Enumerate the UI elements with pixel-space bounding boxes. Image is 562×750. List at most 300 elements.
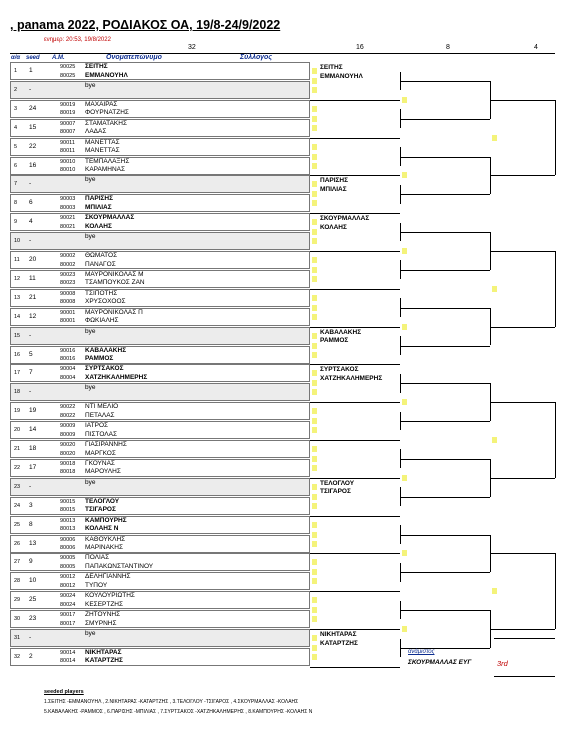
draw-row (10, 591, 310, 609)
player-name-2: ΜΑΝΕΤΤΑΣ (85, 147, 120, 155)
winner-marker (312, 522, 317, 528)
winner-marker (312, 541, 317, 547)
bracket-line (490, 402, 555, 403)
bracket-line (400, 157, 490, 158)
round16-name-1: ΣΥΡΤΣΑΚΟΣ (320, 366, 359, 374)
player-name-1: ΓΚΟΥΝΑΣ (85, 459, 115, 467)
player-id-2: 80019 (60, 110, 76, 117)
seed-number: - (29, 388, 32, 396)
bracket-line (310, 553, 400, 554)
player-ids (60, 403, 75, 420)
player-id-2: 80024 (60, 601, 76, 608)
draw-row (10, 232, 310, 250)
seed-number: - (29, 482, 32, 490)
col-header-no: α/α (11, 55, 21, 61)
row-number: 23 (14, 483, 21, 490)
draw-row (10, 516, 310, 534)
row-number: 30 (14, 616, 21, 623)
player-id-1: 90021 (60, 215, 76, 222)
updated-timestamp: ενημερ: 20:53, 19/8/2022 (44, 37, 111, 43)
winner-marker (312, 276, 317, 282)
player-name-1: ΣΕΙΤΗΣ (85, 63, 108, 70)
player-ids (60, 139, 75, 156)
row-number: 22 (14, 464, 21, 471)
winner-marker (312, 484, 317, 490)
seed-number: 18 (29, 445, 37, 452)
player-name-1: ΚΑΜΠΟΥΡΗΣ (85, 516, 127, 524)
draw-row (10, 383, 310, 401)
player-name-2: ΠΕΤΑΛΑΣ (85, 411, 115, 419)
bracket-line (310, 364, 400, 365)
winner-marker (312, 238, 317, 244)
winner-marker (312, 370, 317, 376)
third-place-label: 3rd (497, 659, 508, 668)
player-id-1: 90012 (60, 574, 76, 581)
round16-name-2: ΕΜΜΑΝΟΥΗΛ (320, 72, 363, 80)
bracket-line (310, 138, 400, 139)
seeded-players-title: seeded players (44, 689, 84, 695)
bracket-line (310, 175, 400, 176)
winner-marker (312, 494, 317, 500)
player-id-2: 80001 (60, 318, 76, 325)
player-id-1: 90008 (60, 290, 76, 297)
row-number: 11 (14, 257, 20, 263)
player-ids (60, 536, 75, 553)
pair-names (85, 63, 128, 80)
winner-marker (312, 343, 317, 349)
row-number: 16 (14, 351, 21, 358)
player-name-2: ΠΑΠΑΚΩΝΣΤΑΝΤΙΝΟΥ (85, 562, 154, 570)
player-id-2: 80006 (60, 545, 76, 551)
row-number: 18 (14, 389, 21, 396)
player-ids (60, 158, 75, 175)
player-id-1: 90014 (60, 649, 76, 656)
player-ids (60, 365, 75, 382)
draw-row (10, 327, 310, 345)
player-ids (60, 517, 75, 534)
row-number: 8 (14, 200, 18, 207)
player-name-2: ΦΩΚΙΑΛΗΣ (85, 317, 119, 325)
pair-names (85, 611, 120, 628)
bracket-line (490, 100, 555, 101)
seed-number: 4 (29, 218, 33, 226)
pair-names (85, 120, 127, 137)
draw-row (10, 100, 310, 118)
bracket-line (310, 402, 400, 403)
player-name-1: ΜΑΥΡΟΝΙΚΟΛΑΣ Μ (85, 270, 144, 278)
winner-marker (312, 191, 317, 197)
draw-row (10, 478, 310, 496)
winner-marker (492, 437, 497, 443)
player-ids (60, 101, 75, 118)
winner-marker (492, 588, 497, 594)
pair-names (85, 403, 118, 420)
seed-number: - (29, 237, 32, 245)
row-number: 5 (14, 143, 18, 150)
player-name-1: ΙΑΤΡΟΣ (85, 422, 109, 430)
draw-row (10, 364, 310, 382)
round16-pair (320, 64, 363, 81)
player-name-2: ΚΟΛΑΗΣ (85, 222, 112, 230)
player-id-1: 90006 (60, 536, 76, 543)
winner-marker (492, 286, 497, 292)
seed-number: 12 (29, 312, 37, 320)
bracket-line (310, 213, 400, 214)
winner-marker (492, 135, 497, 141)
draw-row (10, 157, 310, 175)
row-number: 7 (14, 181, 18, 188)
player-id-2: 80018 (60, 469, 76, 476)
player-id-1: 90022 (60, 404, 76, 411)
seed-number: 5 (29, 350, 33, 358)
player-ids (60, 252, 75, 269)
row-number: 10 (14, 238, 21, 245)
player-id-1: 90016 (60, 347, 76, 354)
bye-label: bye (85, 233, 96, 241)
pair-names (85, 158, 129, 175)
pair-names (85, 441, 127, 458)
row-number: 26 (14, 540, 21, 547)
pair-names (85, 214, 134, 231)
winner-marker (312, 389, 317, 395)
player-ids (60, 441, 75, 458)
round-label-4: 4 (534, 44, 538, 51)
pair-names (85, 195, 113, 212)
bye-label: bye (85, 478, 96, 486)
player-name-2: ΜΑΡΟΥΛΗΣ (85, 468, 121, 476)
player-name-2: ΚΕΣΕΡΤΖΗΣ (85, 600, 124, 608)
bracket-line (310, 667, 400, 668)
player-name-2: ΛΑΔΑΣ (85, 128, 107, 136)
player-id-2: 80013 (60, 526, 76, 533)
seed-number: - (29, 331, 32, 339)
round16-pair (320, 366, 382, 383)
player-name-2: ΚΑΤΑΡΤΖΗΣ (85, 657, 123, 665)
page-title: , panama 2022, ΡΟΔΙΑΚΟΣ ΟΑ, 19/8-24/9/2022 (10, 18, 281, 32)
winner-marker (312, 456, 317, 462)
pair-names (85, 290, 126, 307)
seed-number: 14 (29, 426, 37, 434)
bracket-line (400, 421, 490, 422)
row-number: 2 (14, 86, 18, 93)
draw-row (10, 629, 310, 647)
bracket-line (310, 289, 400, 290)
bracket-line (400, 308, 490, 309)
seed-number: 11 (29, 274, 36, 282)
bracket-line (555, 402, 556, 478)
pair-names (85, 139, 120, 156)
bracket-line (400, 194, 490, 195)
seed-number: 10 (29, 577, 37, 585)
player-ids (60, 271, 75, 288)
round-label-32: 32 (188, 44, 196, 51)
player-id-2: 80009 (60, 431, 76, 438)
player-id-1: 90013 (60, 517, 76, 524)
winner-marker (312, 635, 317, 641)
bracket-line (310, 629, 400, 630)
seed-number: 25 (29, 596, 37, 604)
draw-row (10, 81, 310, 99)
draw-row (10, 421, 310, 439)
player-id-2: 80022 (60, 412, 76, 419)
round16-name-1: ΣΚΟΥΡΜΑΛΛΑΣ (320, 215, 370, 223)
seed-number: 7 (29, 369, 33, 377)
row-number: 15 (14, 332, 21, 339)
player-id-2: 80007 (60, 129, 76, 136)
row-number: 13 (14, 294, 21, 301)
draw-row (10, 62, 310, 80)
final-line (494, 638, 555, 639)
player-ids (60, 611, 75, 628)
row-number: 24 (14, 502, 21, 509)
draw-row (10, 289, 310, 307)
player-ids (60, 195, 75, 212)
draw-row (10, 497, 310, 515)
round16-name-1: ΤΕΛΟΓΛΟΥ (320, 479, 355, 487)
player-id-1: 90009 (60, 423, 76, 430)
draw-row (10, 119, 310, 137)
bracket-line (310, 100, 400, 101)
round16-name-1: ΠΑΡΙΣΗΣ (320, 177, 349, 185)
player-name-1: ΜΑΧΑΙΡΑΣ (85, 100, 118, 108)
pair-names (85, 101, 129, 118)
draw-row (10, 648, 310, 666)
player-name-2: ΚΑΡΑΜΗΝΑΣ (85, 166, 126, 173)
pair-names (85, 573, 131, 590)
winner-marker (402, 626, 407, 632)
player-ids (60, 592, 75, 609)
winner-marker (312, 144, 317, 150)
player-id-1: 90001 (60, 309, 76, 316)
seeded-players-line-1: 1.ΣΕΙΤΗΣ -ΕΜΜΑΝΟΥΗΛ , 2.ΝΙΚΗΤΑΡΑΣ -ΚΑΤΑΡΤΖΗΣ , 3.ΤΕΛΟΓΛΟΥ -ΤΣΙΓΑΡΟΣ , 4.ΣΚΟΥΡΜΑΛΛΑΣ -ΚΟΛΑΗΣ (44, 699, 299, 705)
seed-number: 1 (29, 67, 33, 74)
winner-marker (312, 68, 317, 74)
row-number: 19 (14, 408, 21, 415)
bracket-line (310, 440, 400, 441)
round16-name-2: ΜΠΙΛΙΑΣ (320, 185, 347, 193)
player-ids (60, 309, 75, 326)
draw-row (10, 535, 310, 553)
bracket-line (490, 478, 555, 479)
bracket-line (490, 251, 555, 252)
row-number: 20 (14, 427, 21, 434)
draw-row (10, 402, 310, 420)
seed-number: - (29, 180, 32, 188)
player-name-2: ΜΠΙΛΙΑΣ (85, 203, 112, 211)
bracket-line (400, 535, 490, 536)
row-number: 28 (14, 578, 21, 585)
draw-row (10, 194, 310, 212)
player-ids (60, 290, 75, 307)
draw-row (10, 610, 310, 628)
winner-marker (312, 427, 317, 433)
bracket-line (400, 459, 490, 460)
bracket-line (400, 81, 490, 82)
player-id-1: 90025 (60, 64, 76, 70)
winner-marker (312, 597, 317, 603)
row-number: 31 (14, 635, 21, 641)
player-id-1: 90005 (60, 555, 76, 562)
winner-marker (312, 446, 317, 452)
winner-marker (402, 475, 407, 481)
player-id-1: 90015 (60, 498, 76, 505)
round16-name-1: ΝΙΚΗΤΑΡΑΣ (320, 631, 357, 638)
winner-marker (312, 654, 317, 660)
pair-names (85, 517, 127, 534)
player-name-2: ΦΟΥΡΝΑΤΖΗΣ (85, 109, 129, 117)
bracket-line (400, 119, 490, 120)
pair-names (85, 460, 121, 477)
player-name-2: ΧΡΥΣΟΧΟΟΣ (85, 298, 126, 306)
winner-marker (312, 645, 317, 651)
winner-marker (312, 503, 317, 509)
bracket-line (400, 232, 490, 233)
seed-number: 23 (29, 615, 37, 623)
player-name-1: ΚΟΥΛΟΥΡΙΩΤΗΣ (85, 592, 135, 600)
player-ids (60, 573, 75, 590)
player-name-2: ΤΣΙΓΑΡΟΣ (85, 506, 116, 514)
player-id-1: 90007 (60, 120, 76, 127)
seed-number: 8 (29, 520, 33, 528)
player-id-1: 90011 (60, 139, 75, 146)
pair-names (85, 422, 117, 439)
player-id-2: 80002 (60, 261, 76, 268)
player-name-2: ΜΑΡΙΝΑΚΗΣ (85, 544, 123, 551)
bracket-line (310, 591, 400, 592)
player-name-1: ΣΥΡΤΣΑΚΟΣ (85, 365, 124, 373)
pair-names (85, 252, 117, 269)
winner-marker (312, 267, 317, 273)
winner-marker (312, 569, 317, 575)
player-id-2: 80014 (60, 658, 76, 665)
player-id-1: 90020 (60, 442, 76, 448)
player-id-2: 80021 (60, 223, 76, 230)
player-id-1: 90004 (60, 366, 76, 373)
player-name-1: ΤΕΜΠΑΛΑΞΗΣ (85, 157, 130, 165)
pair-names (85, 347, 126, 364)
winner-marker (312, 219, 317, 225)
player-name-2: ΧΑΤΖΗΚΑΛΗΜΕΡΗΣ (85, 373, 148, 381)
draw-row (10, 251, 310, 269)
row-number: 32 (14, 653, 21, 660)
round16-pair (320, 215, 369, 232)
winner-marker (312, 125, 317, 131)
draw-row (10, 459, 310, 477)
col-header-am: Α.Μ. (52, 55, 65, 61)
winner-marker (312, 116, 317, 122)
round16-name-2: ΡΑΜΜΟΣ (320, 337, 349, 345)
winner-marker (312, 78, 317, 84)
player-name-2: ΕΜΜΑΝΟΥΗΛ (85, 71, 128, 79)
bracket-line (400, 270, 490, 271)
row-number: 6 (14, 162, 18, 169)
pair-names (85, 536, 125, 553)
winner-marker (312, 163, 317, 169)
round16-name-1: ΚΑΒΑΛΑΚΗΣ (320, 328, 362, 336)
champion-label: ανάμιστος (408, 649, 435, 655)
round16-pair (320, 177, 348, 194)
seed-number: 19 (29, 407, 37, 415)
winner-marker (312, 408, 317, 414)
winner-marker (402, 399, 407, 405)
draw-row (10, 175, 310, 193)
player-name-2: ΤΣΑΜΠΟΥΚΟΣ ΖΑΝ (85, 279, 145, 287)
seed-number: - (29, 85, 32, 93)
player-id-2: 80016 (60, 356, 76, 362)
player-id-2: 80025 (60, 72, 76, 79)
player-id-2: 80004 (60, 374, 76, 381)
player-id-1: 90003 (60, 196, 76, 203)
bye-label: bye (85, 384, 96, 392)
player-name-1: ΠΑΡΙΣΗΣ (85, 195, 114, 203)
seed-number: 22 (29, 142, 37, 150)
row-number: 14 (14, 313, 21, 320)
seed-number: 2 (29, 652, 33, 660)
player-name-1: ΓΙΑΣΙΡΑΝΝΗΣ (85, 441, 127, 448)
champion-name: ΣΚΟΥΡΜΑΛΛΑΣ ΕΥΓ (408, 659, 472, 666)
bracket-line (310, 516, 400, 517)
winner-marker (402, 97, 407, 103)
draw-row (10, 138, 310, 156)
winner-marker (312, 578, 317, 584)
winner-marker (312, 352, 317, 358)
player-ids (60, 120, 75, 137)
row-number: 29 (14, 597, 21, 604)
winner-marker (312, 380, 317, 386)
round16-name-2: ΤΣΙΓΑΡΟΣ (320, 488, 351, 496)
winner-marker (312, 314, 317, 320)
bye-label: bye (85, 81, 96, 89)
player-name-1: ΣΤΑΜΑΤΑΚΗΣ (85, 119, 127, 127)
player-name-1: ΚΑΒΑΛΑΚΗΣ (85, 346, 127, 354)
player-id-2: 80005 (60, 563, 76, 570)
pair-names (85, 649, 123, 666)
bracket-line (490, 175, 555, 176)
bracket-line (490, 629, 555, 630)
seed-number: 20 (29, 256, 37, 263)
round16-name-1: ΣΕΙΤΗΣ (320, 64, 343, 71)
round16-name-2: ΧΑΤΖΗΚΑΛΗΜΕΡΗΣ (320, 374, 383, 382)
winner-marker (312, 465, 317, 471)
player-ids (60, 422, 75, 439)
player-id-2: 80011 (60, 148, 75, 155)
winner-marker (312, 295, 317, 301)
winner-marker (402, 324, 407, 330)
player-name-1: ΘΩΜΑΤΟΣ (85, 252, 118, 259)
player-ids (60, 63, 75, 80)
bracket-line (490, 553, 555, 554)
pair-names (85, 365, 147, 382)
row-number: 3 (14, 105, 18, 112)
row-number: 17 (14, 370, 21, 377)
player-name-1: ΣΚΟΥΡΜΑΛΛΑΣ (85, 214, 135, 222)
player-name-1: ΖΗΤΟΥΝΗΣ (85, 611, 121, 619)
player-id-1: 90017 (60, 612, 76, 619)
seeded-players-line-2: 5.ΚΑΒΑΛΑΚΗΣ -ΡΑΜΜΟΣ , 6.ΠΑΡΙΣΗΣ -ΜΠΙΛΙΑΣ , 7.ΣΥΡΤΣΑΚΟΣ -ΧΑΤΖΗΚΑΛΗΜΕΡΗΣ , 8.ΚΑΜΠΟΥΡΗΣ -ΚΟΛΑΗΣ Ν (44, 709, 313, 715)
winner-marker (312, 87, 317, 93)
player-ids (60, 498, 75, 515)
player-ids (60, 347, 75, 364)
bracket-line (400, 346, 490, 347)
row-number: 27 (14, 559, 21, 566)
draw-row (10, 308, 310, 326)
player-name-1: ΔΕΛΗΓΙΑΝΝΗΣ (85, 573, 131, 581)
player-id-2: 80017 (60, 620, 76, 627)
player-ids (60, 649, 75, 666)
winner-marker (312, 333, 317, 339)
pair-names (85, 309, 143, 326)
row-number: 21 (14, 446, 21, 452)
